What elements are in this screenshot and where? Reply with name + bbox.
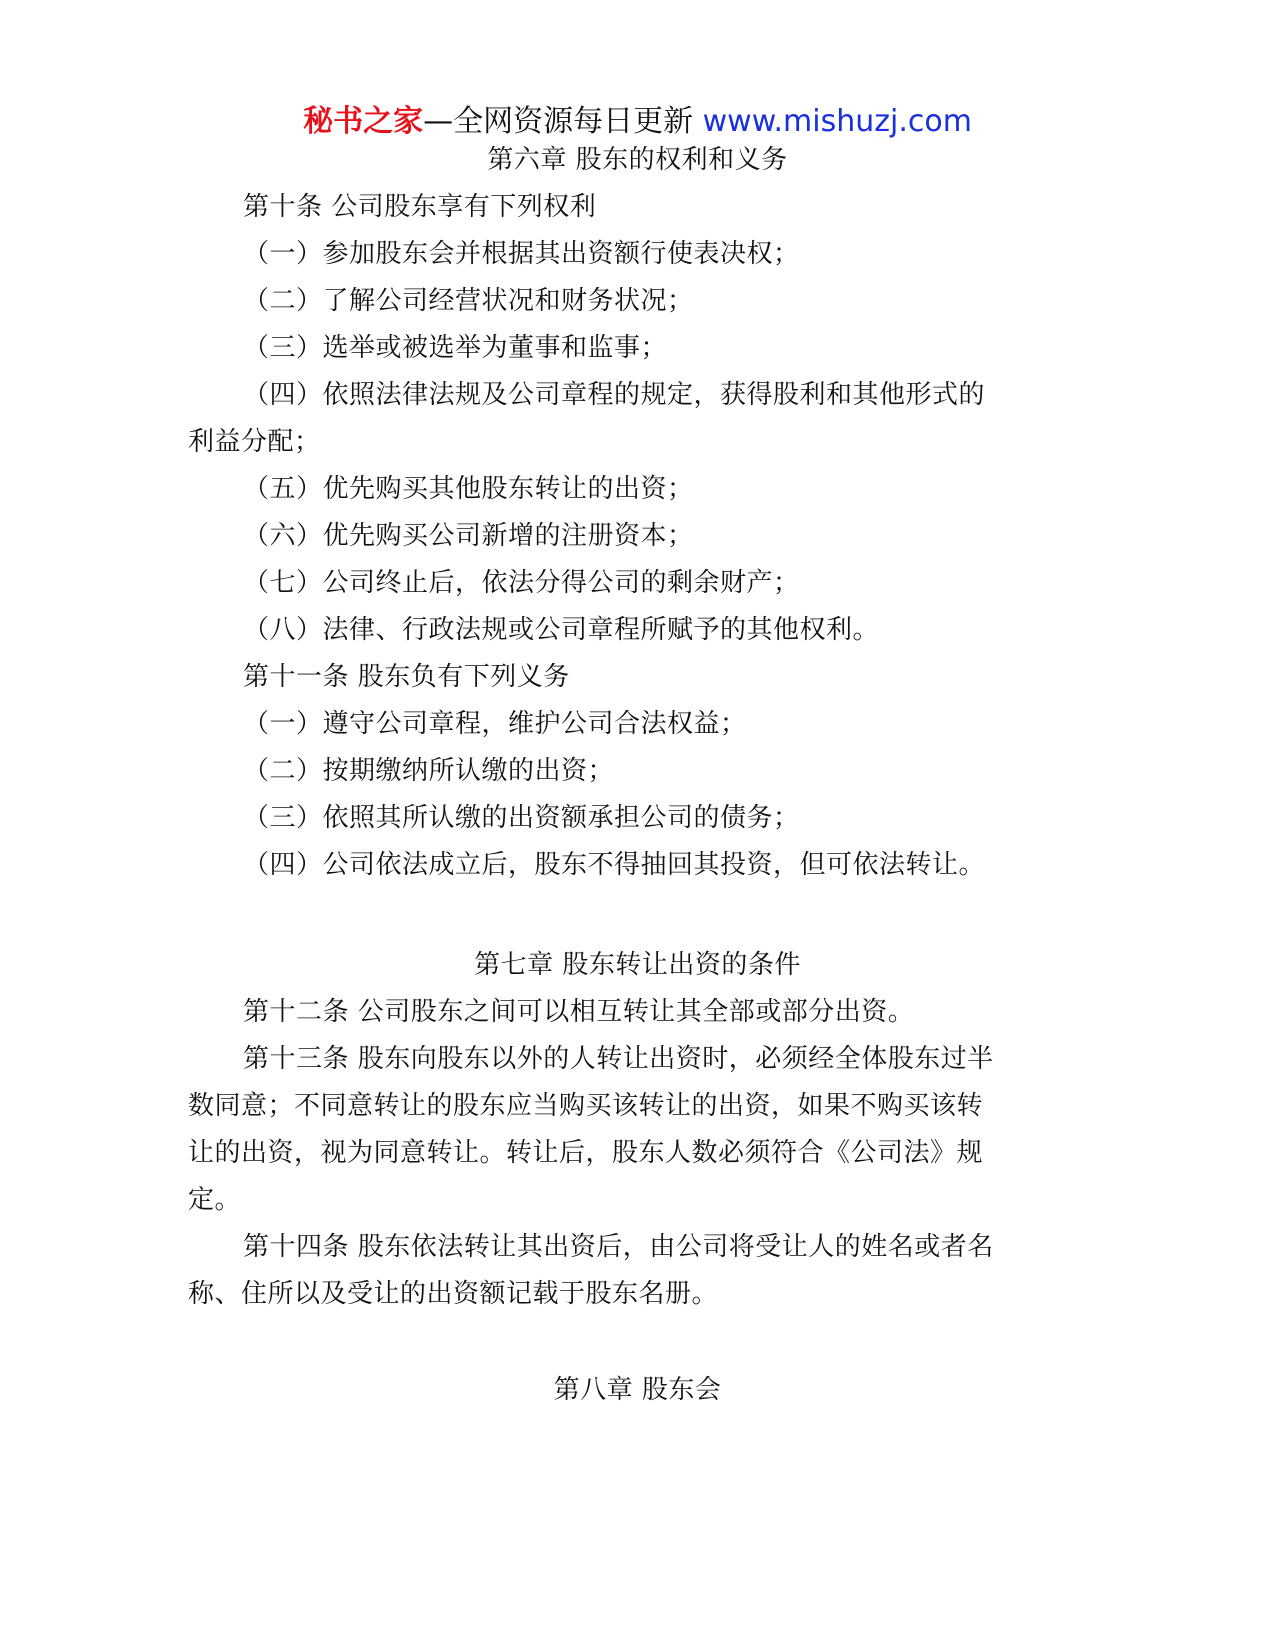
article-10-item-3: （三）选举或被选举为董事和监事； [243, 333, 668, 363]
site-url-link[interactable]: www.mishuzj.com [702, 104, 972, 139]
article-10-item-7: （七）公司终止后，依法分得公司的剩余财产； [243, 568, 800, 598]
article-10-item-4-cont: 利益分配； [188, 427, 321, 457]
chapter-8-title: 第八章 股东会 [553, 1375, 722, 1405]
article-13-line-4: 定。 [188, 1185, 242, 1215]
article-11-item-4: （四）公司依法成立后，股东不得抽回其投资，但可依法转让。 [243, 850, 986, 880]
article-10-item-5: （五）优先购买其他股东转让的出资； [243, 474, 694, 504]
article-13-line-3: 让的出资，视为同意转让。转让后，股东人数必须符合《公司法》规 [188, 1138, 984, 1168]
article-13-line-1: 第十三条 股东向股东以外的人转让出资时，必须经全体股东过半 [243, 1044, 994, 1074]
article-10-item-2: （二）了解公司经营状况和财务状况； [243, 286, 694, 316]
article-14-line-2: 称、住所以及受让的出资额记载于股东名册。 [188, 1279, 719, 1309]
chapter-7-title: 第七章 股东转让出资的条件 [474, 950, 801, 980]
article-10-item-1: （一）参加股东会并根据其出资额行使表决权； [243, 239, 800, 269]
article-11-item-3: （三）依照其所认缴的出资额承担公司的债务； [243, 803, 800, 833]
site-slogan: —全网资源每日更新 [423, 104, 694, 139]
article-10-item-6: （六）优先购买公司新增的注册资本； [243, 521, 694, 551]
article-10-item-8: （八）法律、行政法规或公司章程所赋予的其他权利。 [243, 615, 880, 645]
article-14-line-1: 第十四条 股东依法转让其出资后，由公司将受让人的姓名或者名 [243, 1232, 994, 1262]
article-10-title: 第十条 公司股东享有下列权利 [243, 192, 597, 222]
article-11-item-2: （二）按期缴纳所认缴的出资； [243, 756, 615, 786]
brand-name: 秘书之家 [303, 104, 424, 139]
site-header [0, 100, 1275, 144]
article-11-title: 第十一条 股东负有下列义务 [243, 662, 570, 692]
chapter-6-title: 第六章 股东的权利和义务 [487, 145, 788, 175]
article-12-text: 第十二条 公司股东之间可以相互转让其全部或部分出资。 [243, 997, 915, 1027]
article-13-line-2: 数同意；不同意转让的股东应当购买该转让的出资，如果不购买该转 [188, 1091, 984, 1121]
article-11-item-1: （一）遵守公司章程，维护公司合法权益； [243, 709, 747, 739]
article-10-item-4: （四）依照法律法规及公司章程的规定，获得股利和其他形式的 [243, 380, 986, 410]
